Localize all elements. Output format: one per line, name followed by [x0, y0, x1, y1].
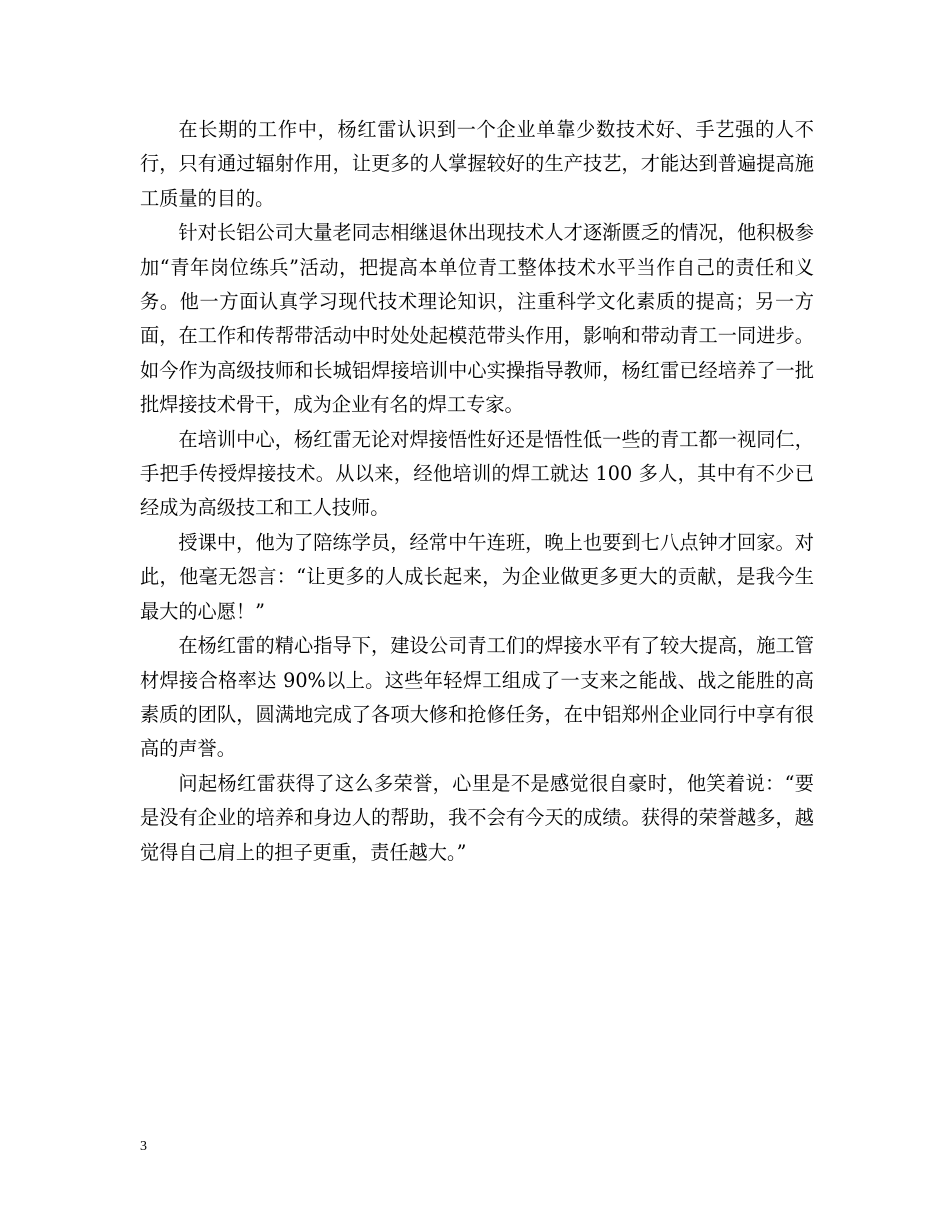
body-text: [140, 113, 814, 870]
paragraph-2: 针对长铝公司大量老同志相继退休出现技术人才逐渐匮乏的情况，他积极参加“青年岗位练兵”活动，把提高本单位青工整体技术水平当作自己的责任和义务。他一方面认真学习现代技术理论知识，注重科学文化素质的提高；另一方面，在工作和传帮带活动中时处处起模范带头作用，影响和带动青工一同进步。如今作为高级技师和长城铝焊接培训中心实操指导教师，杨红雷已经培养了一批批焊接技术骨干，成为企业有名的焊工专家。: [140, 221, 814, 417]
paragraph-5: 在杨红雷的精心指导下，建设公司青工们的焊接水平有了较大提高，施工管材焊接合格率达 90%以上。这些年轻焊工组成了一支来之能战、战之能胜的高素质的团队，圆满地完成了各项大修和抢修任务，在中铝郑州企业同行中享有很高的声誉。: [140, 634, 814, 761]
paragraph-6: 问起杨红雷获得了这么多荣誉，心里是不是感觉很自豪时，他笑着说：“要是没有企业的培养和身边人的帮助，我不会有今天的成绩。获得的荣誉越多，越觉得自己肩上的担子更重，责任越大。”: [140, 771, 814, 864]
paragraph-4: 授课中，他为了陪练学员，经常中午连班，晚上也要到七八点钟才回家。对此，他毫无怨言：“让更多的人成长起来，为企业做更多更大的贡献，是我今生最大的心愿！”: [140, 530, 814, 623]
paragraph-1: 在长期的工作中，杨红雷认识到一个企业单靠少数技术好、手艺强的人不行，只有通过辐射作用，让更多的人掌握较好的生产技艺，才能达到普遍提高施工质量的目的。: [140, 118, 814, 210]
page-number: 3: [140, 1139, 147, 1154]
paragraph-3: 在培训中心，杨红雷无论对焊接悟性好还是悟性低一些的青工都一视同仁，手把手传授焊接技术。从以来，经他培训的焊工就达 100 多人，其中有不少已经成为高级技工和工人技师。: [140, 427, 814, 520]
